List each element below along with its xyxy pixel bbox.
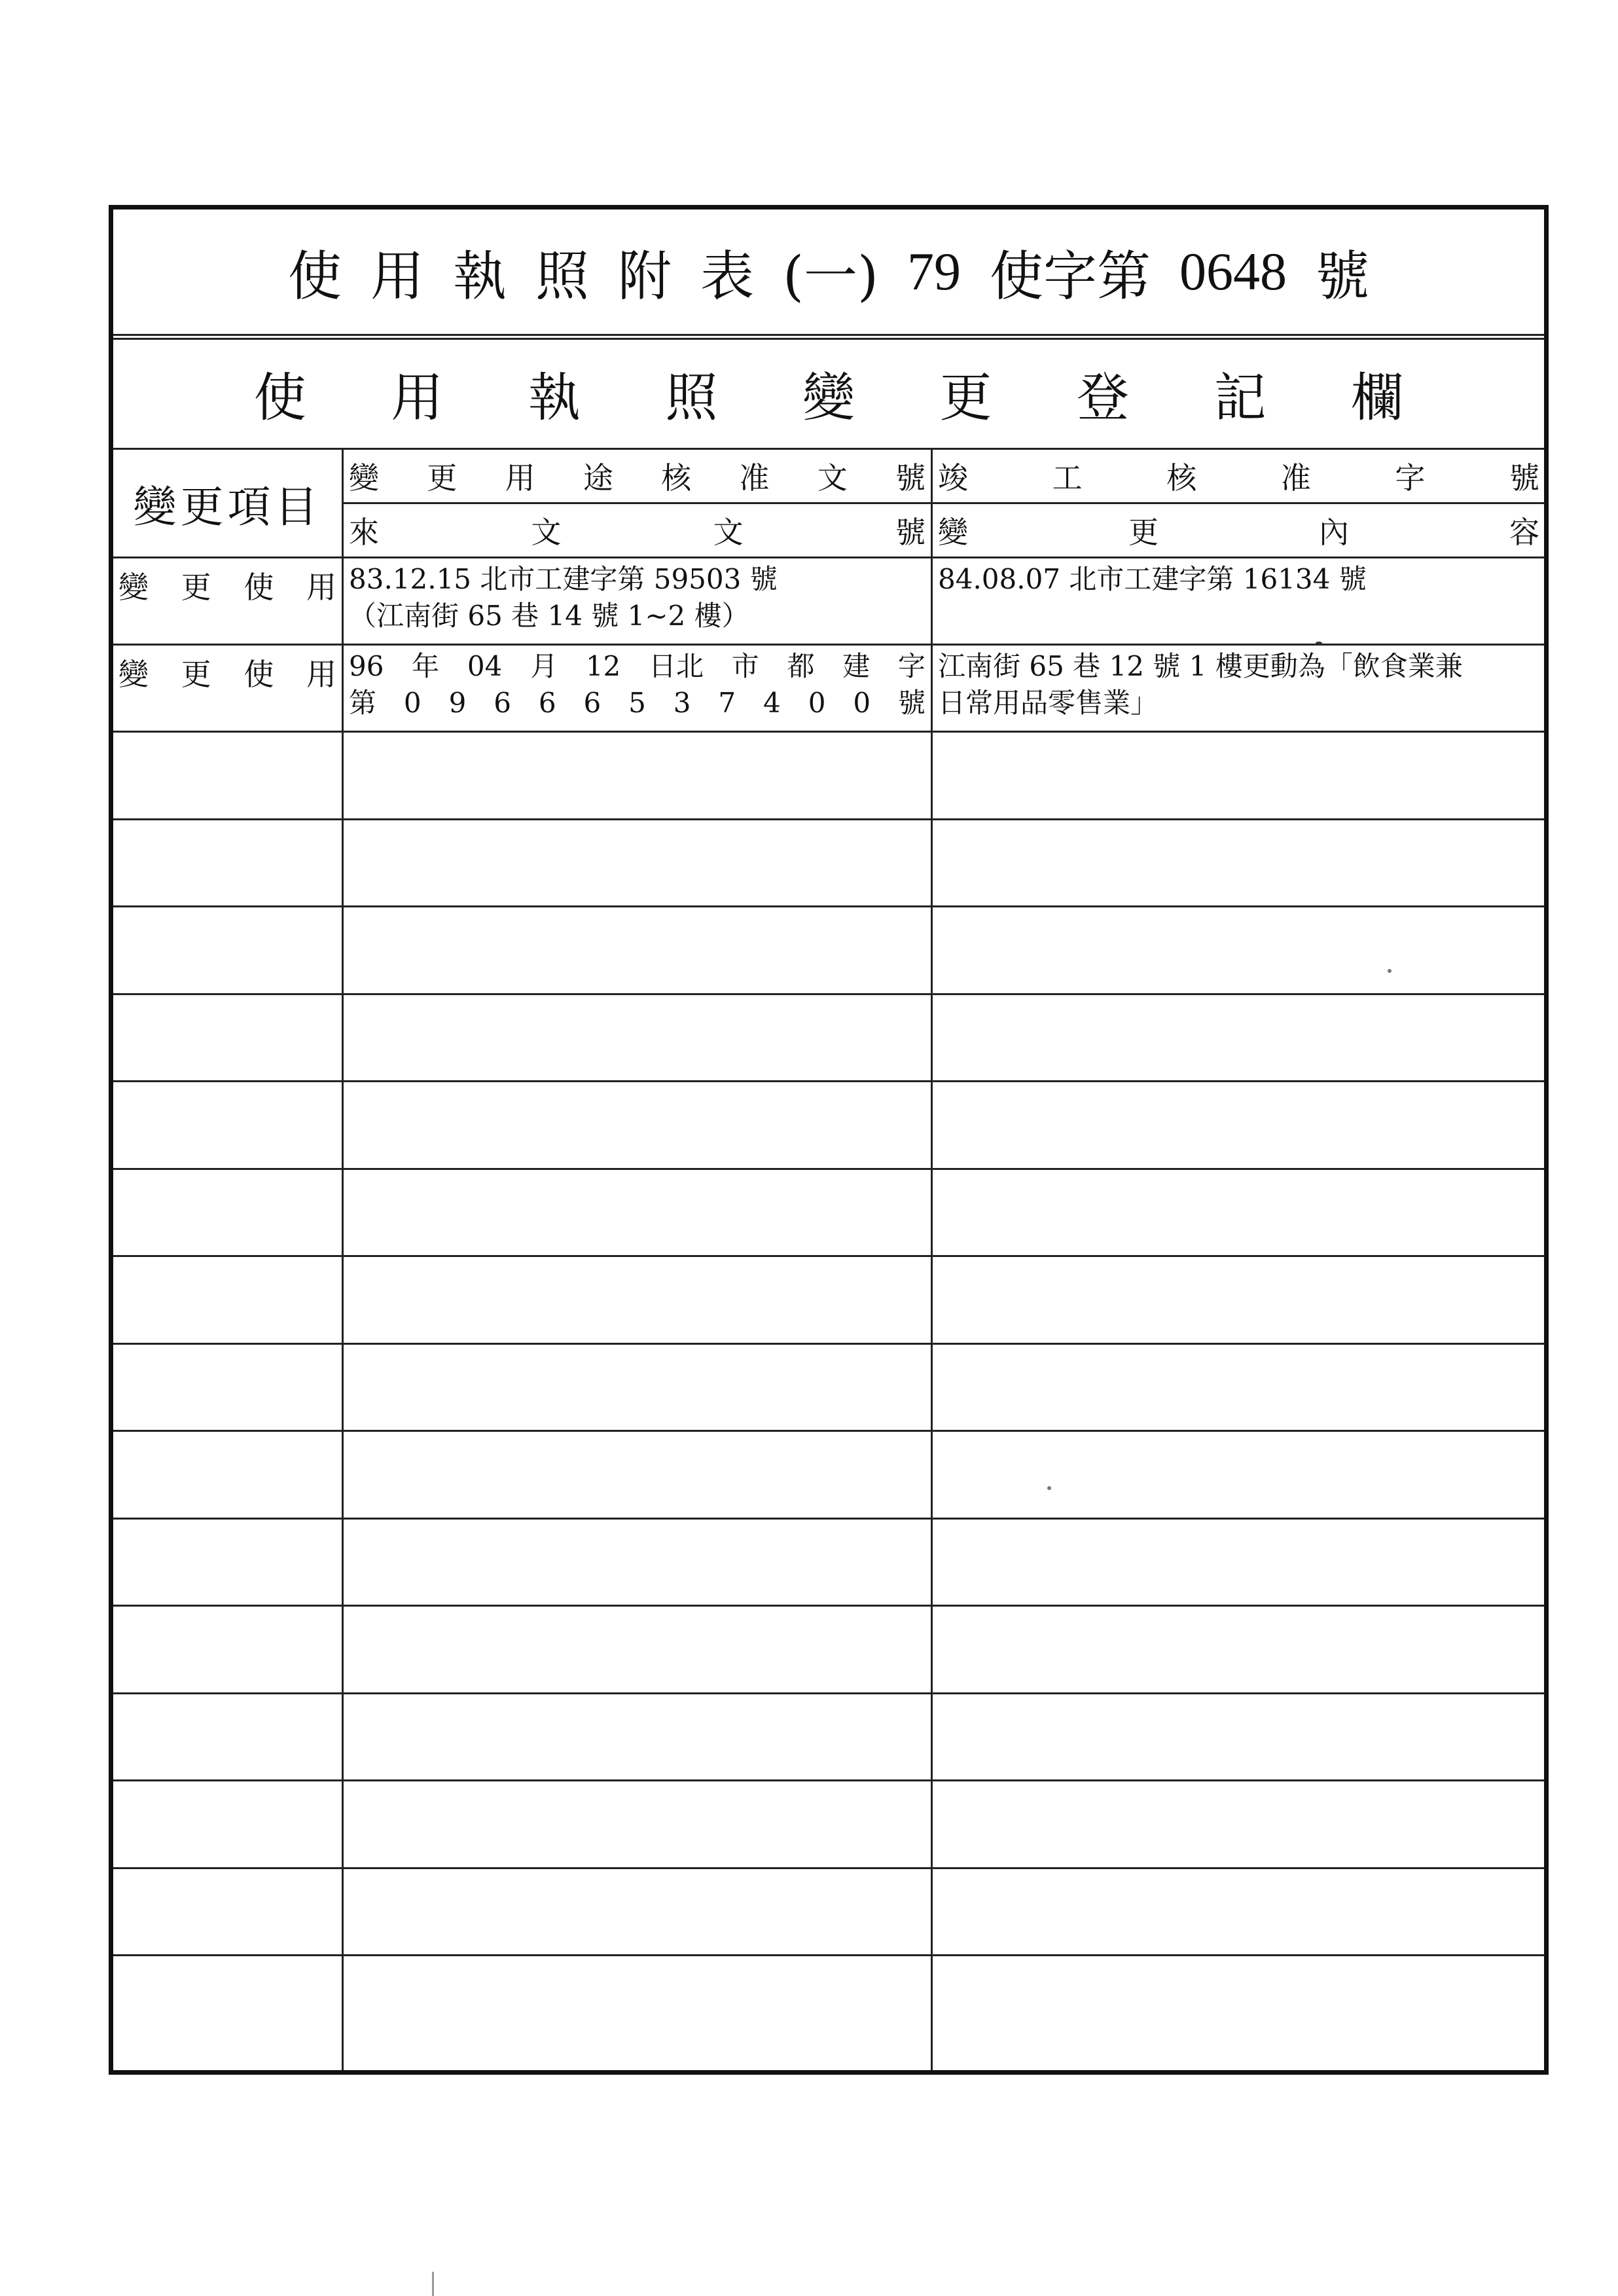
row-2-content-line1: 江南街 65 巷 12 號 1 樓更動為「飲食業兼	[938, 650, 1463, 682]
empty-row-divider	[113, 993, 1544, 995]
title-char: 附	[618, 245, 672, 308]
scan-edge	[432, 2272, 434, 2296]
divider	[113, 334, 1544, 336]
doc-char: 都	[787, 650, 815, 682]
doc-char: 號	[897, 687, 926, 719]
doc-char: 6	[583, 687, 602, 719]
header-char: 文	[531, 515, 562, 550]
empty-row-divider	[113, 1692, 1544, 1694]
row-1-content-line1: 84.08.07 北市工建字第 16134 號	[938, 563, 1367, 595]
doc-char: 04	[467, 650, 503, 682]
title-char: 使	[287, 245, 342, 308]
title-char: 79	[907, 242, 962, 301]
empty-row-divider	[113, 1605, 1544, 1607]
item-char: 變	[118, 657, 149, 692]
change-registration-form	[109, 205, 1549, 2075]
doc-char: 96	[349, 650, 384, 682]
doc-char: 字	[897, 650, 926, 682]
column-header-item	[113, 450, 342, 556]
header-char: 變	[349, 460, 379, 496]
doc-char: 0	[403, 687, 422, 719]
header-char: 准	[739, 460, 770, 496]
divider	[113, 731, 1544, 733]
header-char: 更	[1128, 515, 1159, 550]
column-header-completion-no	[933, 450, 1545, 502]
row-1-doc-line1: 83.12.15 北市工建字第 59503 號	[349, 563, 778, 595]
row-2-item	[113, 646, 342, 691]
subtitle-char: 登	[1077, 367, 1130, 428]
doc-char: 市	[731, 650, 759, 682]
header-char: 容	[1509, 515, 1539, 550]
scan-speck	[1047, 1486, 1051, 1490]
subtitle-char: 用	[391, 367, 444, 428]
header-char: 來	[349, 515, 379, 550]
item-char: 更	[181, 657, 211, 692]
header-char: 字	[1395, 460, 1426, 496]
empty-row-divider	[113, 1255, 1544, 1257]
row-2-content-line2: 日常用品零售業」	[938, 687, 1159, 719]
header-char: 核	[1166, 460, 1197, 496]
doc-char: 第	[349, 687, 377, 719]
item-char: 用	[306, 570, 336, 605]
item-char: 更	[181, 570, 211, 605]
header-char: 用	[505, 460, 535, 496]
empty-row-divider	[113, 1518, 1544, 1520]
empty-row-divider	[113, 818, 1544, 820]
empty-row-divider	[113, 1080, 1544, 1082]
doc-char: 7	[718, 687, 736, 719]
doc-char: 0	[808, 687, 826, 719]
doc-char: 日北	[648, 650, 704, 682]
item-char: 用	[306, 657, 336, 692]
header-char: 工	[1052, 460, 1083, 496]
title-char: 號	[1316, 245, 1370, 308]
form-subtitle	[113, 338, 1544, 448]
header-char: 文	[713, 515, 744, 550]
title-char: 照	[535, 245, 589, 308]
item-char: 變	[118, 570, 149, 605]
title-char: 用	[370, 245, 424, 308]
row-2-approval-doc	[344, 646, 931, 731]
subtitle-char: 照	[665, 367, 718, 428]
scan-speck	[1388, 969, 1392, 973]
title-char: 0648	[1179, 242, 1287, 301]
form-title	[113, 210, 1544, 334]
row-1-approval-doc	[344, 558, 931, 644]
row-1-item	[113, 558, 342, 604]
column-header-change-content	[933, 504, 1545, 556]
header-char: 核	[661, 460, 692, 496]
subtitle-char: 使	[253, 367, 306, 428]
empty-row-divider	[113, 1430, 1544, 1432]
title-char: (一)	[783, 245, 879, 308]
row-2-doc-line1	[349, 648, 926, 685]
divider	[342, 502, 1544, 504]
doc-char: 4	[763, 687, 781, 719]
row-1-doc-line2: （江南街 65 巷 14 號 1~2 樓）	[349, 600, 749, 632]
doc-char: 月	[530, 650, 558, 682]
row-2-doc-line2	[349, 685, 926, 721]
empty-row-divider	[113, 1343, 1544, 1345]
subtitle-char: 欄	[1351, 367, 1404, 428]
subtitle-char: 執	[528, 367, 581, 428]
header-char: 變	[938, 515, 968, 550]
doc-char: 年	[412, 650, 440, 682]
empty-row-divider	[113, 1168, 1544, 1170]
doc-char: 5	[628, 687, 646, 719]
column-divider	[931, 448, 933, 2070]
column-header-incoming-doc	[344, 504, 931, 556]
empty-row-divider	[113, 1954, 1544, 1956]
row-2-change-content	[933, 646, 1545, 731]
title-char: 使字第	[990, 245, 1151, 308]
item-char: 使	[243, 570, 274, 605]
empty-row-divider	[113, 1867, 1544, 1869]
doc-char: 9	[448, 687, 467, 719]
header-char: 號	[895, 515, 926, 550]
header-char: 文	[817, 460, 848, 496]
doc-char: 0	[853, 687, 871, 719]
header-char: 准	[1280, 460, 1311, 496]
empty-row-divider	[113, 1779, 1544, 1781]
row-1-change-content	[933, 558, 1545, 644]
empty-row-divider	[113, 905, 1544, 907]
doc-char: 6	[538, 687, 556, 719]
subtitle-char: 記	[1214, 367, 1267, 428]
header-char: 竣	[938, 460, 968, 496]
doc-char: 3	[673, 687, 691, 719]
item-char: 使	[243, 657, 274, 692]
header-char: 途	[583, 460, 613, 496]
title-char: 執	[452, 245, 507, 308]
title-char: 表	[700, 245, 755, 308]
header-char: 更	[427, 460, 458, 496]
column-header-approval-doc	[344, 450, 931, 502]
doc-char: 12	[585, 650, 621, 682]
column-divider	[342, 448, 344, 2070]
subtitle-char: 更	[939, 367, 992, 428]
doc-char: 建	[842, 650, 871, 682]
doc-char: 6	[494, 687, 511, 719]
column-header-item-label: 變更項目	[133, 482, 322, 532]
scan-mark	[1316, 642, 1322, 644]
subtitle-char: 變	[802, 367, 855, 428]
header-char: 號	[895, 460, 926, 496]
header-char: 內	[1319, 515, 1349, 550]
header-char: 號	[1509, 460, 1539, 496]
